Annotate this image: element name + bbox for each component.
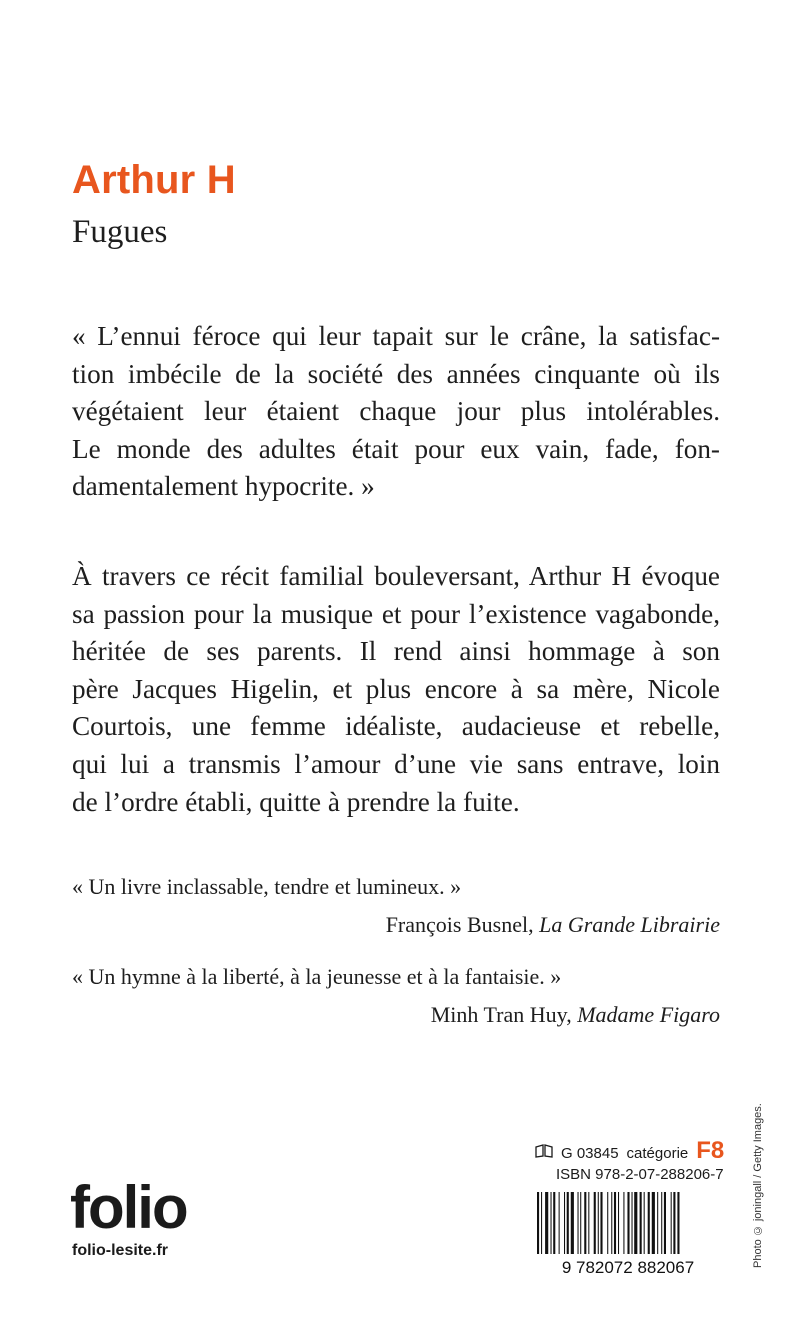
barcode-bar <box>584 1192 586 1254</box>
review-quote: « Un hymne à la liberté, à la jeunesse et à la fantaisie. » <box>72 964 562 989</box>
summary-line: À travers ce récit familial bouleversant, Arthur H évoque <box>72 561 720 591</box>
barcode-bar <box>600 1192 602 1254</box>
excerpt-line: végétaient leur étaient chaque jour plus intolérables. <box>72 396 720 427</box>
barcode-bar <box>632 1192 633 1254</box>
summary-line: père Jacques Higelin, et plus encore à sa mère, Nicole <box>72 673 720 704</box>
summary-line: qui lui a transmis l’amour d’une vie sans entrave, loin <box>72 748 720 779</box>
barcode-bar <box>537 1192 539 1254</box>
barcode-bar <box>623 1192 624 1254</box>
review-critic: François Busnel, <box>385 912 534 937</box>
barcode-bar <box>567 1192 569 1254</box>
barcode-bar <box>551 1192 552 1254</box>
barcode-bar <box>594 1192 596 1254</box>
review-attribution <box>386 912 720 938</box>
barcode-bar <box>673 1192 675 1254</box>
excerpt-line: Le monde des adultes était pour eux vain, fade, fon- <box>72 433 720 464</box>
review-attribution <box>431 1002 720 1028</box>
barcode-bar <box>648 1192 650 1254</box>
barcode-bar <box>545 1192 548 1254</box>
review-critic: Minh Tran Huy, <box>430 1002 572 1027</box>
barcode-bar <box>661 1192 662 1254</box>
g-code: G 03845 <box>561 1145 619 1162</box>
barcode-bar <box>598 1192 599 1254</box>
barcode-bar <box>541 1192 542 1254</box>
barcode-bar <box>618 1192 619 1254</box>
category-label: catégorie <box>626 1145 689 1162</box>
barcode-bar <box>607 1192 608 1254</box>
review-outlet: Madame Figaro <box>577 1002 720 1027</box>
author-name: Arthur H <box>72 158 236 202</box>
excerpt-quote <box>72 318 720 506</box>
book-title: Fugues <box>72 214 168 250</box>
book-icon <box>535 1144 553 1161</box>
barcode-bar <box>564 1192 565 1254</box>
category-code: F8 <box>696 1137 725 1164</box>
summary-line: héritée de ses parents. Il rend ainsi hommage à son <box>72 636 720 667</box>
barcode-bar <box>652 1192 655 1254</box>
barcode-bar <box>553 1192 555 1254</box>
barcode-bar <box>627 1192 629 1254</box>
barcode-bar <box>644 1192 645 1254</box>
barcode-bar <box>671 1192 672 1254</box>
photo-credit: Photo © joningall / Getty Images. <box>752 1103 764 1268</box>
barcode-bar <box>588 1192 589 1254</box>
summary-line: Courtois, une femme idéaliste, audacieuse et rebelle, <box>72 711 720 742</box>
barcode-bar <box>611 1192 612 1254</box>
folio-logo: folio <box>70 1174 187 1241</box>
barcode <box>533 1190 723 1276</box>
summary-line: de l’ordre établi, quitte à prendre la fuite. <box>72 786 520 817</box>
isbn: ISBN 978-2-07-288206-7 <box>556 1166 724 1183</box>
barcode-bar <box>640 1192 642 1254</box>
barcode-bar <box>578 1192 579 1254</box>
excerpt-line: « L’ennui féroce qui leur tapait sur le crâne, la satisfac- <box>72 321 720 351</box>
barcode-bar <box>580 1192 581 1254</box>
barcode-bar <box>571 1192 574 1254</box>
barcode-bar <box>657 1192 658 1254</box>
barcode-bar <box>664 1192 666 1254</box>
book-summary <box>72 558 720 821</box>
excerpt-line: damentalement hypocrite. » <box>72 471 375 502</box>
barcode-digits: 9 782072 882067 <box>561 1258 695 1276</box>
review-outlet: La Grande Librairie <box>539 912 720 937</box>
barcode-bar <box>559 1192 560 1254</box>
barcode-bar <box>677 1192 679 1254</box>
summary-line: sa passion pour la musique et pour l’existence vagabonde, <box>72 598 720 629</box>
review-quote: « Un livre inclassable, tendre et lumineux. » <box>72 874 462 899</box>
publisher-site: folio-lesite.fr <box>72 1242 169 1259</box>
excerpt-line: tion imbécile de la société des années cinquante où ils <box>72 358 720 389</box>
barcode-bar <box>634 1192 637 1254</box>
catalog-code-row <box>535 1137 724 1165</box>
barcode-bar <box>614 1192 616 1254</box>
